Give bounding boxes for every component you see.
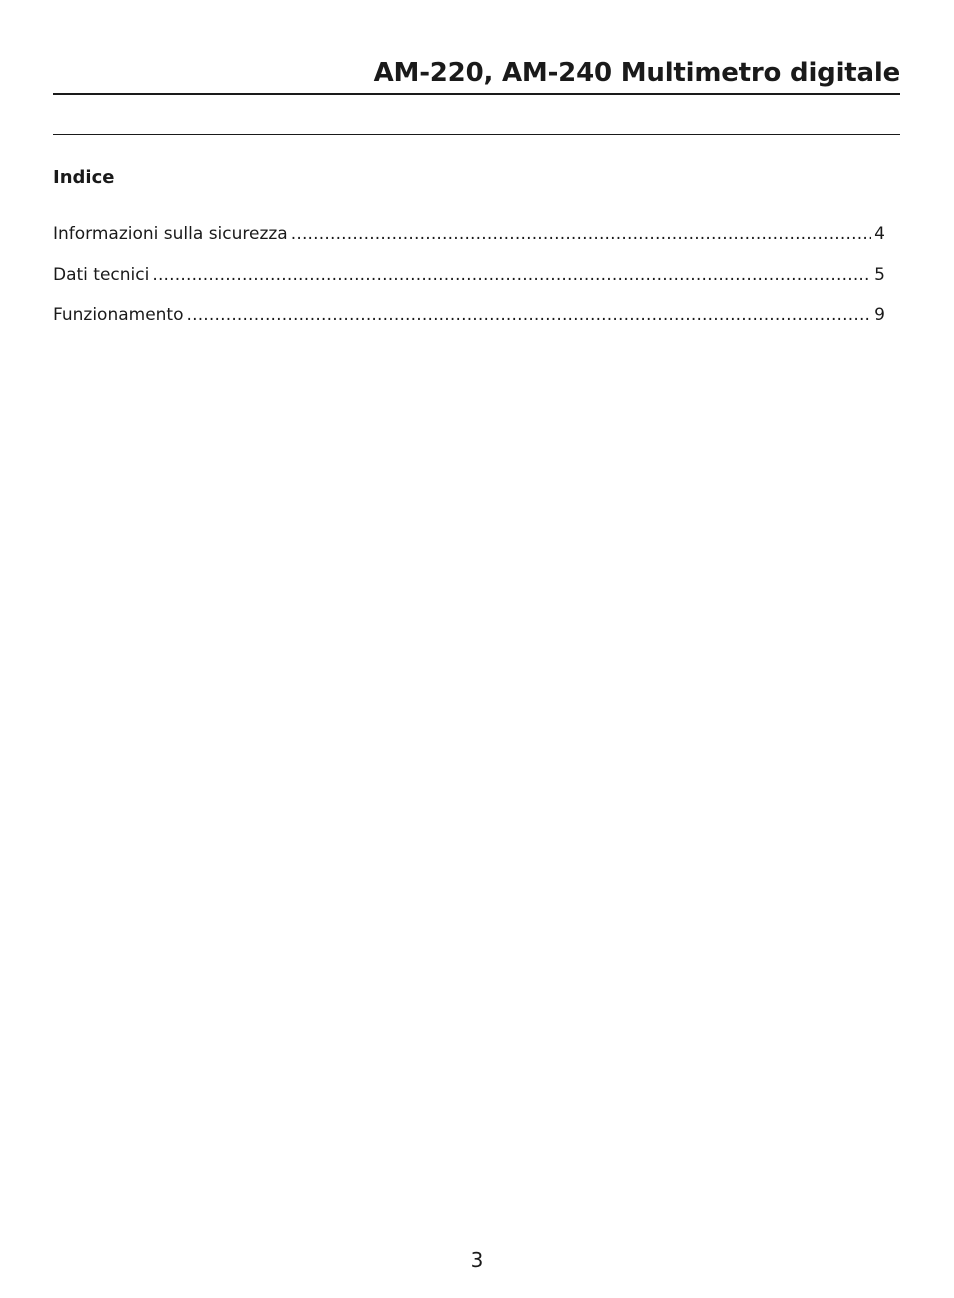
toc-entry-label: Funzionamento (53, 305, 184, 325)
toc-entry-label: Informazioni sulla sicurezza (53, 224, 288, 244)
toc-dot-leader (291, 224, 871, 244)
document-title: AM-220, AM-240 Multimetro digitale (373, 58, 900, 88)
toc-entry-page: 9 (874, 305, 885, 325)
toc-entry-page: 5 (874, 264, 885, 285)
toc-heading: Indice (53, 167, 115, 188)
header-rule-thin (53, 134, 900, 135)
toc-dot-leader (152, 265, 871, 285)
toc-entry-safety[interactable] (53, 224, 885, 265)
toc-entry-page: 4 (874, 224, 885, 244)
page-number: 3 (470, 1248, 484, 1272)
toc-entry-specs[interactable] (53, 265, 885, 306)
toc-dot-leader (187, 305, 872, 325)
toc-entry-operation[interactable] (53, 305, 885, 346)
header-rule-thick (53, 93, 900, 95)
toc-entry-label: Dati tecnici (53, 264, 150, 285)
toc-list (53, 224, 885, 346)
